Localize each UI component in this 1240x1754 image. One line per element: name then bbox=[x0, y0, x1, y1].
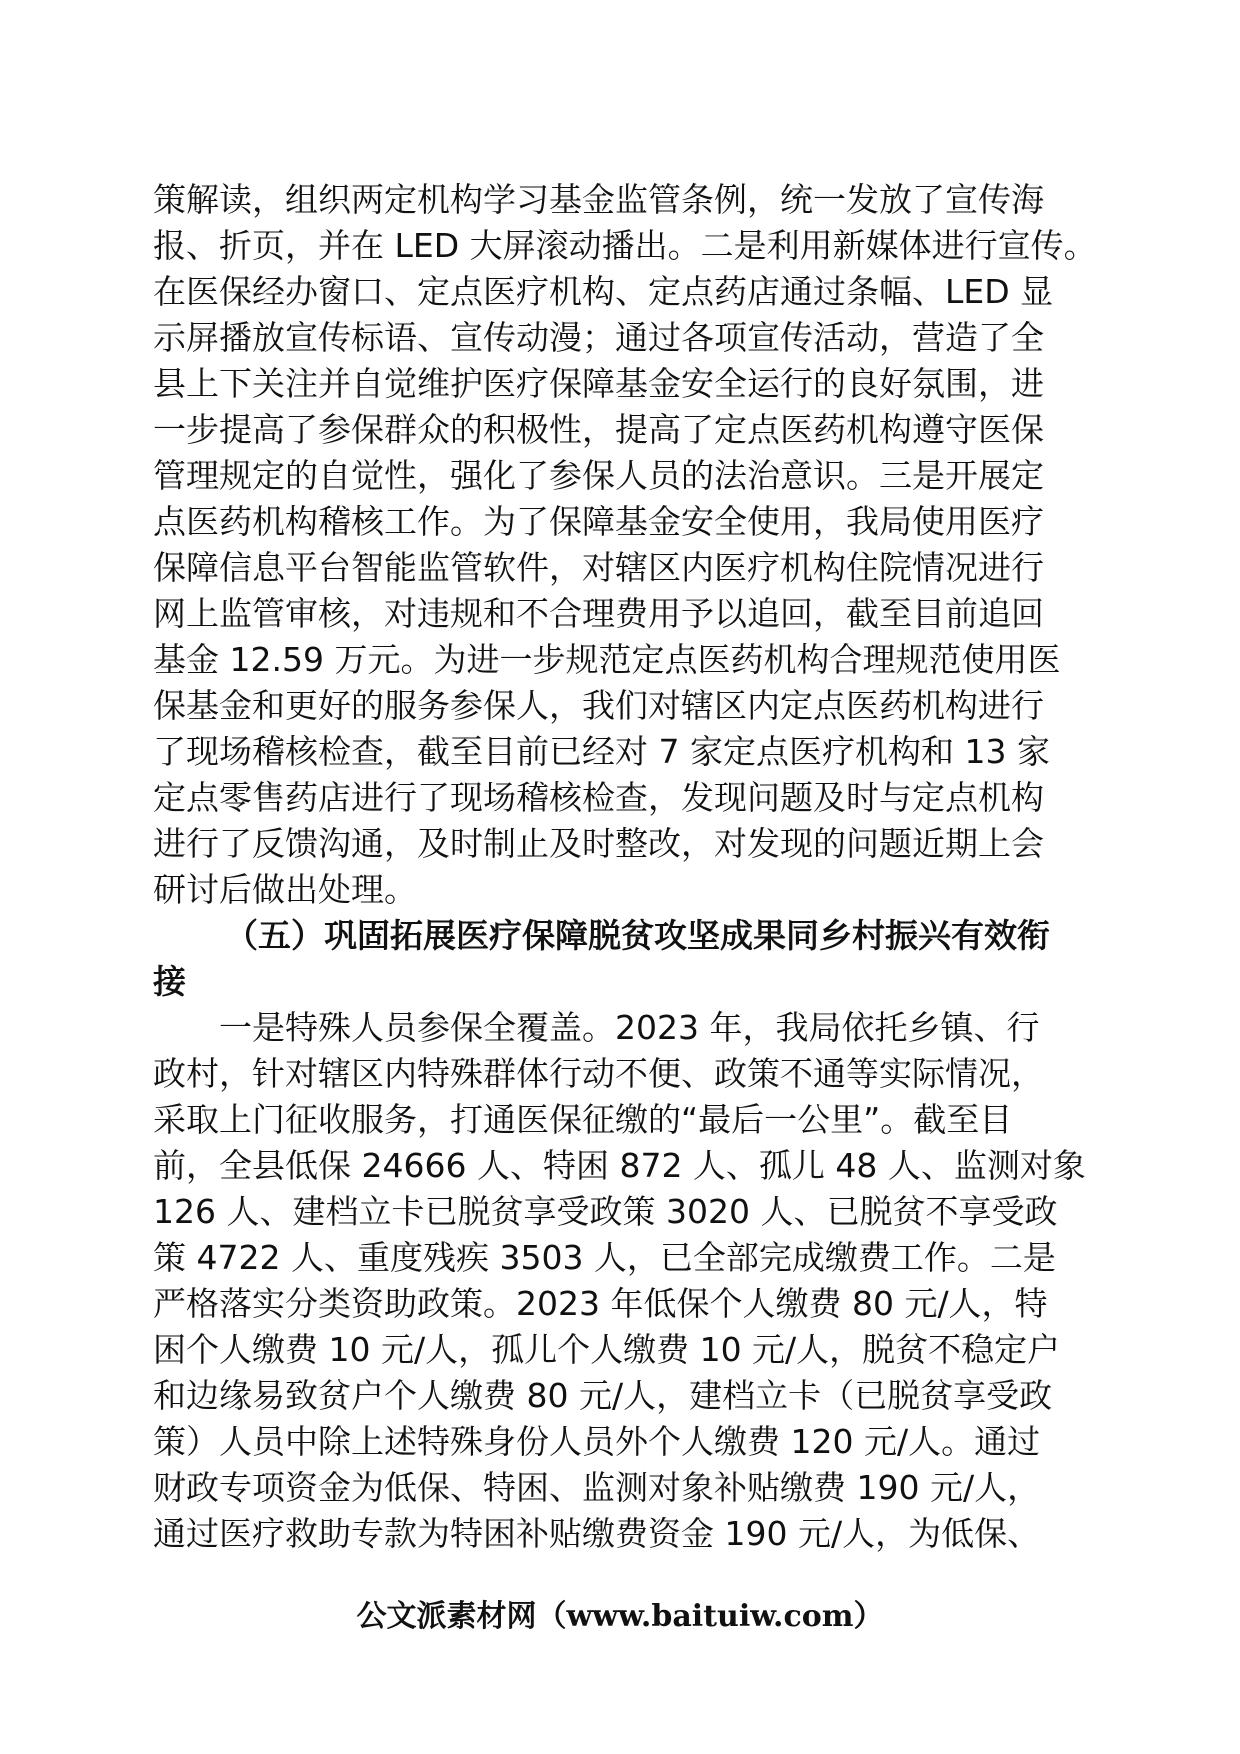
body-line: 报、折页，并在 LED 大屏滚动播出。二是利用新媒体进行宣传。 bbox=[153, 226, 1097, 265]
body-line: 策）人员中除上述特殊身份人员外个人缴费 120 元/人。通过 bbox=[153, 1422, 1041, 1461]
body-line: 研讨后做出处理。 bbox=[153, 870, 417, 909]
body-line: 了现场稽核检查，截至目前已经对 7 家定点医疗机构和 13 家 bbox=[153, 732, 1050, 771]
page-footer: 公文派素材网（www.baituiw.com） bbox=[356, 1599, 884, 1634]
body-line: 一步提高了参保群众的积极性，提高了定点医药机构遵守医保 bbox=[153, 410, 1044, 449]
body-line: 保障信息平台智能监管软件，对辖区内医疗机构住院情况进行 bbox=[153, 548, 1044, 587]
body-line: 策 4722 人、重度残疾 3503 人，已全部完成缴费工作。二是 bbox=[153, 1238, 1056, 1277]
body-line: 采取上门征收服务，打通医保征缴的“最后一公里”。截至目 bbox=[153, 1100, 1013, 1139]
body-line: 进行了反馈沟通，及时制止及时整改，对发现的问题近期上会 bbox=[153, 824, 1044, 863]
body-line: 一是特殊人员参保全覆盖。2023 年，我局依托乡镇、行 bbox=[219, 1008, 1040, 1047]
body-line: 政村，针对辖区内特殊群体行动不便、政策不通等实际情况， bbox=[153, 1054, 1044, 1093]
body-line: 126 人、建档立卡已脱贫享受政策 3020 人、已脱贫不享受政 bbox=[153, 1192, 1058, 1231]
body-line: 严格落实分类资助政策。2023 年低保个人缴费 80 元/人，特 bbox=[153, 1284, 1048, 1323]
body-line: 定点零售药店进行了现场稽核检查，发现问题及时与定点机构 bbox=[153, 778, 1044, 817]
body-line: 策解读，组织两定机构学习基金监管条例，统一发放了宣传海 bbox=[153, 180, 1044, 219]
body-line: 和边缘易致贫户个人缴费 80 元/人，建档立卡（已脱贫享受政 bbox=[153, 1376, 1053, 1415]
section-heading-continued: 接 bbox=[153, 962, 186, 1001]
body-line: 通过医疗救助专款为特困补贴缴费资金 190 元/人，为低保、 bbox=[153, 1514, 1041, 1553]
body-line: 网上监管审核，对违规和不合理费用予以追回，截至目前追回 bbox=[153, 594, 1044, 633]
body-line: 在医保经办窗口、定点医疗机构、定点药店通过条幅、LED 显 bbox=[153, 272, 1054, 311]
body-line: 前，全县低保 24666 人、特困 872 人、孤儿 48 人、监测对象 bbox=[153, 1146, 1086, 1185]
body-line: 点医药机构稽核工作。为了保障基金安全使用，我局使用医疗 bbox=[153, 502, 1044, 541]
body-line: 示屏播放宣传标语、宣传动漫；通过各项宣传活动，营造了全 bbox=[153, 318, 1044, 357]
body-line: 基金 12.59 万元。为进一步规范定点医药机构合理规范使用医 bbox=[153, 640, 1061, 679]
body-line: 财政专项资金为低保、特困、监测对象补贴缴费 190 元/人， bbox=[153, 1468, 1041, 1507]
section-heading: （五）巩固拓展医疗保障脱贫攻坚成果同乡村振兴有效衔 bbox=[225, 916, 1050, 955]
body-line: 保基金和更好的服务参保人，我们对辖区内定点医药机构进行 bbox=[153, 686, 1044, 725]
body-line: 县上下关注并自觉维护医疗保障基金安全运行的良好氛围，进 bbox=[153, 364, 1044, 403]
body-line: 管理规定的自觉性，强化了参保人员的法治意识。三是开展定 bbox=[153, 456, 1044, 495]
body-line: 困个人缴费 10 元/人，孤儿个人缴费 10 元/人，脱贫不稳定户 bbox=[153, 1330, 1061, 1369]
